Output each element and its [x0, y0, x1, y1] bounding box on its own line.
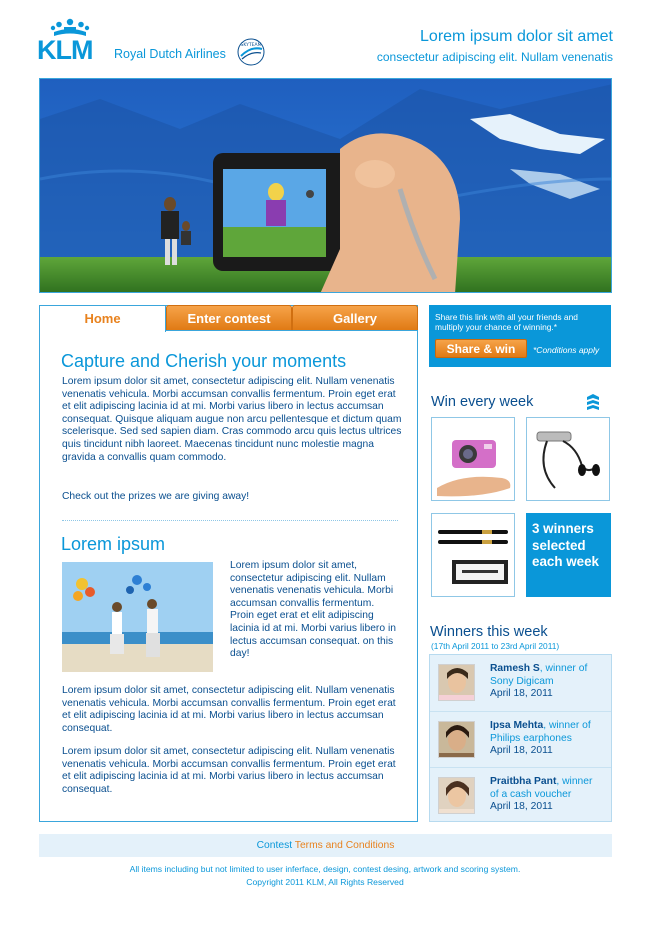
- klm-logo[interactable]: KLM: [37, 35, 93, 65]
- winners-date-range: (17th April 2011 to 23rd April 2011): [431, 641, 560, 651]
- winner-prize[interactable]: Sony Digicam: [490, 675, 554, 687]
- winner-label: , winner of: [539, 663, 588, 674]
- footer-legal: [0, 863, 650, 889]
- footer-contest-link[interactable]: Contest: [256, 840, 293, 851]
- share-and-win-button[interactable]: Share & win: [435, 339, 527, 358]
- winner-text: [490, 663, 608, 701]
- side-paragraph: Lorem ipsum dolor sit amet, consectetur adipiscing elit. Nullam venenatis venenatis vehicula. Morbi accumsan convallis fermentum. Proin eget erat et elit adipiscing lacinia id at mi. Morbi varius libero in lectus accumsan consequat. on this day!: [230, 560, 396, 660]
- header: [0, 0, 650, 78]
- winner-date: April 18, 2011: [490, 801, 553, 813]
- winner-name: Praitbha Pant: [490, 776, 557, 787]
- tab-home[interactable]: Home: [39, 305, 166, 332]
- avatar: [438, 664, 475, 701]
- winner-text: [490, 776, 608, 814]
- winner-name: Ipsa Mehta: [490, 720, 544, 731]
- beach-couple-photo: [62, 562, 213, 672]
- footer-copyright: Copyright 2011 KLM, All Rights Reserved: [246, 877, 404, 887]
- tagline-sub: consectetur adipiscing elit. Nullam venenatis: [376, 50, 613, 64]
- footer-disclaimer: All items including but not limited to user inferface, design, contest desing, artwork and scoring system.: [129, 864, 521, 874]
- skyteam-logo-icon: [236, 37, 266, 67]
- winner-label: , winner: [556, 776, 593, 787]
- hero-banner: [39, 78, 612, 293]
- body-paragraph-2: Lorem ipsum dolor sit amet, consectetur adipiscing elit. Nullam venenatis venenatis vehicula. Morbi accumsan convallis fermentum. Proin eget erat et elit adipiscing lacinia id at mi. Morbi varius libero in lectus accumsan consequat.: [62, 685, 396, 734]
- tagline: [377, 27, 613, 65]
- prize-earphones[interactable]: [526, 417, 610, 501]
- brand-subtitle: Royal Dutch Airlines: [114, 47, 226, 61]
- section-title: Lorem ipsum: [61, 534, 166, 554]
- prizes-link[interactable]: Check out the prizes we are giving away!: [62, 491, 250, 502]
- avatar: [438, 777, 475, 814]
- winner-item: [430, 655, 611, 710]
- winners-selected-box: 3 winners selected each week: [526, 513, 611, 597]
- avatar: [438, 721, 475, 758]
- winner-name: Ramesh S: [490, 663, 540, 674]
- winner-date: April 18, 2011: [490, 688, 553, 700]
- page-title: Capture and Cherish your moments: [61, 351, 347, 371]
- winner-text: [490, 720, 608, 758]
- tagline-main: Lorem ipsum dolor sit amet: [420, 28, 613, 45]
- prize-pen-set[interactable]: [431, 513, 515, 597]
- divider: [62, 520, 398, 521]
- klm-crown-small-icon: [585, 393, 601, 411]
- winners-list: [429, 654, 612, 822]
- winners-this-week-title: Winners this week: [430, 624, 548, 640]
- intro-paragraph: Lorem ipsum dolor sit amet, consectetur adipiscing elit. Nullam venenatis venenatis vehicula. Morbi accumsan convallis fermentum. Proin eget erat et elit adipiscing lacinia id at mi. Morbi varius libero in lectus accumsan consequat. Quisque aliquam augue non arcu pellentesque et dictum quam scelerisque. Sed sed sapien diam. Cras commodo arcu quis lectus ultrices quis tincidunt nibh laoreet. Maecenas tincidunt nunc molestie magna gravida a convallis quam commodo.: [62, 376, 402, 463]
- winner-label: , winner of: [543, 720, 591, 731]
- winner-item: [430, 711, 611, 766]
- main-content-panel: [39, 305, 418, 822]
- footer-links-bar: [39, 834, 612, 857]
- winner-prize[interactable]: Philips earphones: [490, 732, 572, 744]
- conditions-apply-link[interactable]: *Conditions apply: [533, 345, 600, 355]
- skyteam-label: SKYTEAM: [240, 43, 262, 48]
- share-text: Share this link with all your friends and multiply your chance of winning.*: [435, 312, 578, 332]
- share-box: [429, 305, 611, 367]
- win-every-week-title: Win every week: [431, 394, 534, 410]
- hero-image: [40, 79, 612, 293]
- tab-bar: [39, 305, 418, 331]
- tab-underline: [165, 330, 418, 331]
- tab-gallery[interactable]: Gallery: [292, 305, 418, 331]
- winner-date: April 18, 2011: [490, 745, 553, 757]
- winner-prize[interactable]: of a cash voucher: [490, 788, 572, 800]
- body-paragraph-3: Lorem ipsum dolor sit amet, consectetur adipiscing elit. Nullam venenatis venenatis vehicula. Morbi accumsan convallis fermentum. Proin eget erat et elit adipiscing lacinia id at mi. Morbi varius libero in lectus accumsan consequat.: [62, 746, 396, 795]
- prize-camera[interactable]: [431, 417, 515, 501]
- footer-terms-link[interactable]: Terms and Conditions: [294, 840, 395, 851]
- tab-enter-contest[interactable]: Enter contest: [166, 305, 292, 331]
- winner-item: [430, 767, 611, 822]
